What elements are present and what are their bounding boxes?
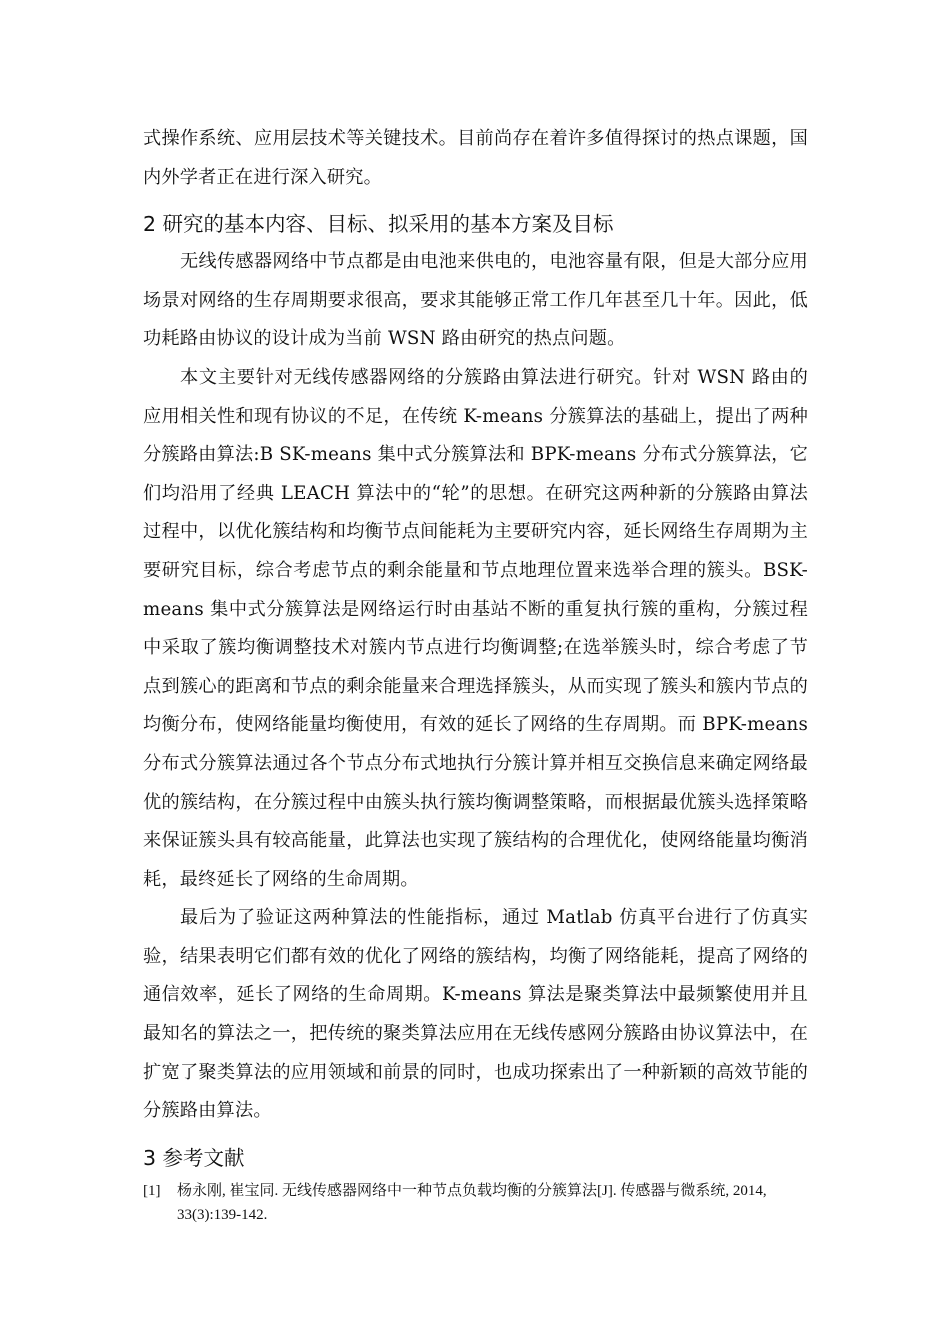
reference-text: 杨永刚, 崔宝同. 无线传感器网络中一种节点负载均衡的分簇算法[J]. 传感器与微系统, 2014, 33(3):139-142.	[177, 1182, 767, 1223]
section-2-paragraph-2: 本文主要针对无线传感器网络的分簇路由算法进行研究。针对 WSN 路由的应用相关性和现有协议的不足，在传统 K-means 分簇算法的基础上，提出了两种分簇路由算法:B SK-means 集中式分簇算法和 BPK-means 分布式分簇算法，它们均沿用了经典 LEACH 算法中的“轮”的思想。在研究这两种新的分簇路由算法过程中，以优化簇结构和均衡节点间能耗为主要研究内容，延长网络生存周期为主要研究目标，综合考虑节点的剩余能量和节点地理位置来选举合理的簇头。BSK-means 集中式分簇算法是网络运行时由基站不断的重复执行簇的重构，分簇过程中采取了簇均衡调整技术对簇内节点进行均衡调整;在选举簇头时，综合考虑了节点到簇心的距离和节点的剩余能量来合理选择簇头，从而实现了簇头和簇内节点的均衡分布，使网络能量均衡使用，有效的延长了网络的生存周期。而 BPK-means 分布式分簇算法通过各个节点分布式地执行分簇计算并相互交换信息来确定网络最优的簇结构，在分簇过程中由簇头执行簇均衡调整策略，而根据最优簇头选择策略来保证簇头具有较高能量，此算法也实现了簇结构的合理优化，使网络能量均衡消耗，最终延长了网络的生命周期。	[143, 366, 808, 890]
document-page	[143, 120, 808, 1227]
intro-paragraph: 式操作系统、应用层技术等关键技术。目前尚存在着许多值得探讨的热点课题，国内外学者正在进行深入研究。	[143, 128, 808, 188]
section-2-paragraph-3: 最后为了验证这两种算法的性能指标，通过 Matlab 仿真平台进行了仿真实验，结果表明它们都有效的优化了网络的簇结构，均衡了网络能耗，提高了网络的通信效率，延长了网络的生命周期。K-means 算法是聚类算法中最频繁使用并且最知名的算法之一，把传统的聚类算法应用在无线传感网分簇路由协议算法中，在扩宽了聚类算法的应用领域和前景的同时，也成功探索出了一种新颖的高效节能的分簇路由算法。	[143, 907, 808, 1122]
section-2-heading: 2 研究的基本内容、目标、拟采用的基本方案及目标	[143, 212, 614, 237]
section-2-paragraph-1: 无线传感器网络中节点都是由电池来供电的，电池容量有限，但是大部分应用场景对网络的生存周期要求很高，要求其能够正常工作几年甚至几十年。因此，低功耗路由协议的设计成为当前 WSN 路由研究的热点问题。	[143, 251, 808, 350]
reference-number: [1]	[143, 1182, 161, 1199]
section-3-heading: 3 参考文献	[143, 1145, 245, 1170]
reference-item	[143, 1179, 808, 1227]
